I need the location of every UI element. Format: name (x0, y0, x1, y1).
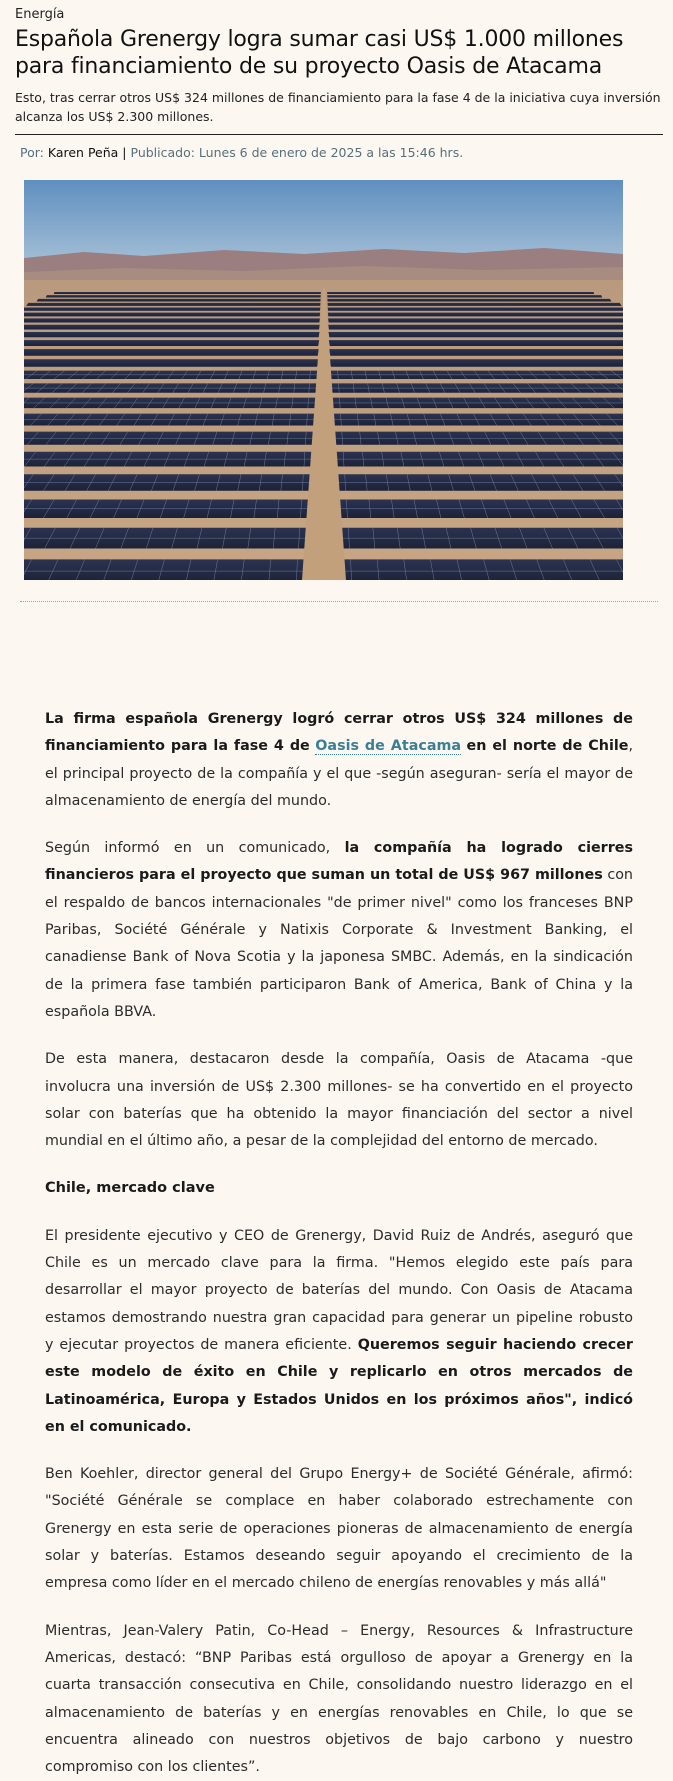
paragraph-6: Mientras, Jean-Valery Patin, Co-Head – Energy, Resources & Infrastructure Americas, destacó: “BNP Paribas está orgulloso de apoyar a Grenergy en la cuarta transacción consecutiva en Chile, consolidando nuestro liderazgo en el almacenamiento de baterías y en energías renovables en Chile, lo que se encuentra alineado con nuestros objetivos de bajo carbono y nuestro compromiso con los clientes”. (45, 1618, 633, 1781)
paragraph-4-bold: Queremos seguir haciendo crecer este modelo de éxito en Chile y replicarlo en otros mercados de Latinoamérica, Europa y Estados Unidos en los próximos años", indicó en el comunicado. (45, 1337, 633, 1435)
paragraph-2 (45, 835, 633, 1026)
paragraph-2-bold: la compañía ha logrado cierres financieros para el proyecto que suman un total de US$ 967 millones (45, 840, 633, 883)
article-body (0, 706, 673, 1781)
paragraph-2-rest: con el respaldo de bancos internacionales "de primer nivel" como los franceses BNP Paribas, Société Générale y Natixis Corporate & Investment Banking, el canadiense Bank of Nova Scotia y la japonesa SMBC. Además, en la sindicación de la primera fase también participaron Bank of America, Bank of China y la española BBVA. (45, 867, 633, 1019)
byline (15, 145, 663, 160)
paragraph-1 (45, 706, 633, 815)
subheading-chile: Chile, mercado clave (45, 1175, 633, 1202)
paragraph-2-start: Según informó en un comunicado, (45, 840, 330, 856)
hero-image (24, 180, 623, 580)
headline: Española Grenergy logra sumar casi US$ 1.000 millones para financiamiento de su proyecto Oasis de Atacama (15, 26, 663, 80)
solar-farm-photo (24, 180, 623, 580)
byline-separator: | (122, 145, 126, 160)
oasis-de-atacama-link[interactable]: Oasis de Atacama (315, 738, 461, 755)
paragraph-5: Ben Koehler, director general del Grupo Energy+ de Société Générale, afirmó: "Société Générale se complace en haber colaborado estrechamente con Grenergy en esta serie de operaciones pioneras de almacenamiento de energía solar y baterías. Estamos deseando seguir apoyando el crecimiento de la empresa como líder en el mercado chileno de energías renovables y más allá" (45, 1461, 633, 1597)
paragraph-4 (45, 1223, 633, 1441)
article-header (0, 7, 673, 602)
section-label[interactable]: Energía (15, 7, 663, 22)
paragraph-1-bold-end: en el norte de Chile (467, 738, 629, 754)
paragraph-1-bold: La firma española Grenergy logró cerrar otros US$ 324 millones de financiamiento para la fase 4 de (45, 711, 633, 754)
paragraph-3: De esta manera, destacaron desde la compañía, Oasis de Atacama -que involucra una inversión de US$ 2.300 millones- se ha convertido en el proyecto solar con baterías que ha obtenido la mayor financiación del sector a nivel mundial en el último año, a pesar de la complejidad del entorno de mercado. (45, 1046, 633, 1155)
paragraph-4-start: El presidente ejecutivo y CEO de Grenergy, David Ruiz de Andrés, aseguró que Chile es un mercado clave para la firma. "Hemos elegido este país para desarrollar el mayor proyecto de baterías del mundo. Con Oasis de Atacama estamos demostrando nuestra gran capacidad para generar un pipeline robusto y ejecutar proyectos de manera eficiente. (45, 1228, 633, 1353)
image-divider (20, 601, 658, 602)
byline-published: Publicado: Lunes 6 de enero de 2025 a las 15:46 hrs. (131, 145, 464, 160)
byline-by-label: Por: (20, 145, 44, 160)
subtitle: Esto, tras cerrar otros US$ 324 millones de financiamiento para la fase 4 de la iniciativa cuya inversión alcanza los US$ 2.300 millones. (15, 88, 663, 126)
header-divider (15, 134, 663, 135)
paragraph-1-rest: , el principal proyecto de la compañía y el que -según aseguran- sería el mayor de almacenamiento de energía del mundo. (45, 738, 633, 809)
byline-author[interactable]: Karen Peña (48, 145, 118, 160)
